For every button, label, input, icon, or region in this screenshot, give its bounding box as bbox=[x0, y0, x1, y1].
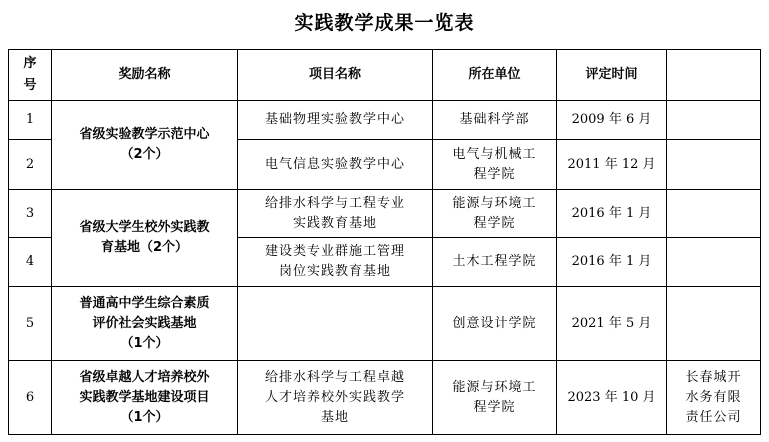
award-cell bbox=[52, 287, 238, 361]
time-cell: 2011 年 12 月 bbox=[557, 140, 667, 190]
unit-line: 创意设计学院 bbox=[452, 315, 537, 331]
extra-cell bbox=[667, 287, 761, 361]
unit-line: 电气与机械工 bbox=[452, 146, 537, 162]
project-cell bbox=[238, 287, 433, 361]
header-award: 奖励名称 bbox=[52, 50, 238, 101]
seq-cell: 3 bbox=[9, 190, 52, 238]
extra-cell bbox=[667, 140, 761, 190]
project-line: 电气信息实验教学中心 bbox=[264, 156, 405, 172]
project-line: 给排水科学与工程卓越 bbox=[264, 369, 405, 385]
award-line: 评价社会实践基地 bbox=[92, 315, 197, 331]
unit-cell bbox=[433, 101, 557, 140]
extra-line: 长春城开 bbox=[685, 369, 742, 385]
time-cell: 2021 年 5 月 bbox=[557, 287, 667, 361]
award-line: （1个） bbox=[120, 409, 169, 425]
award-line: 育基地（2个） bbox=[100, 240, 189, 255]
header-row bbox=[9, 50, 761, 101]
header-extra bbox=[667, 50, 761, 101]
table-row bbox=[9, 287, 761, 361]
award-line: 省级卓越人才培养校外 bbox=[79, 369, 210, 385]
project-line: 人才培养校外实践教学 bbox=[264, 389, 405, 405]
award-line: 省级大学生校外实践教 bbox=[79, 220, 210, 235]
project-line: 基地 bbox=[320, 409, 349, 425]
unit-line: 能源与环境工 bbox=[452, 195, 537, 211]
seq-cell: 5 bbox=[9, 287, 52, 361]
header-time: 评定时间 bbox=[557, 50, 667, 101]
project-cell bbox=[238, 190, 433, 238]
award-cell bbox=[52, 190, 238, 287]
unit-cell bbox=[433, 287, 557, 361]
project-line: 实践教育基地 bbox=[292, 215, 377, 231]
extra-cell bbox=[667, 238, 761, 287]
header-seq-top: 序 bbox=[23, 56, 37, 71]
award-cell bbox=[52, 101, 238, 190]
time-cell: 2016 年 1 月 bbox=[557, 238, 667, 287]
time-cell: 2009 年 6 月 bbox=[557, 101, 667, 140]
header-seq-bottom: 号 bbox=[23, 78, 37, 93]
header-project: 项目名称 bbox=[238, 50, 433, 101]
time-cell: 2023 年 10 月 bbox=[557, 361, 667, 435]
award-line: （2个） bbox=[120, 147, 169, 162]
header-seq bbox=[9, 50, 52, 101]
seq-cell: 1 bbox=[9, 101, 52, 140]
unit-line: 程学院 bbox=[473, 215, 516, 231]
table-row bbox=[9, 190, 761, 238]
time-cell: 2016 年 1 月 bbox=[557, 190, 667, 238]
project-line: 岗位实践教育基地 bbox=[278, 264, 391, 279]
table-row bbox=[9, 361, 761, 435]
unit-cell bbox=[433, 190, 557, 238]
seq-cell: 4 bbox=[9, 238, 52, 287]
award-line: 实践教学基地建设项目 bbox=[79, 389, 210, 405]
unit-line: 能源与环境工 bbox=[452, 379, 537, 395]
unit-line: 基础科学部 bbox=[459, 112, 530, 127]
extra-cell bbox=[667, 361, 761, 435]
award-line: （1个） bbox=[120, 335, 169, 351]
award-line: 省级实验教学示范中心 bbox=[79, 127, 210, 142]
extra-cell bbox=[667, 190, 761, 238]
results-table bbox=[8, 49, 761, 435]
award-cell bbox=[52, 361, 238, 435]
extra-line: 责任公司 bbox=[685, 409, 742, 425]
unit-cell bbox=[433, 238, 557, 287]
project-line: 基础物理实验教学中心 bbox=[264, 112, 405, 127]
project-cell bbox=[238, 361, 433, 435]
table-row bbox=[9, 101, 761, 140]
unit-cell bbox=[433, 361, 557, 435]
unit-cell bbox=[433, 140, 557, 190]
unit-line: 程学院 bbox=[473, 166, 516, 182]
unit-line: 土木工程学院 bbox=[452, 254, 537, 269]
extra-line: 水务有限 bbox=[685, 389, 742, 405]
header-unit: 所在单位 bbox=[433, 50, 557, 101]
seq-cell: 6 bbox=[9, 361, 52, 435]
award-line: 普通高中学生综合素质 bbox=[79, 295, 210, 311]
project-cell bbox=[238, 140, 433, 190]
seq-cell: 2 bbox=[9, 140, 52, 190]
page-title: 实践教学成果一览表 bbox=[294, 12, 475, 34]
extra-cell bbox=[667, 101, 761, 140]
project-cell bbox=[238, 101, 433, 140]
unit-line: 程学院 bbox=[473, 399, 516, 415]
project-line: 建设类专业群施工管理 bbox=[264, 244, 405, 259]
project-line: 给排水科学与工程专业 bbox=[264, 195, 405, 211]
project-cell bbox=[238, 238, 433, 287]
